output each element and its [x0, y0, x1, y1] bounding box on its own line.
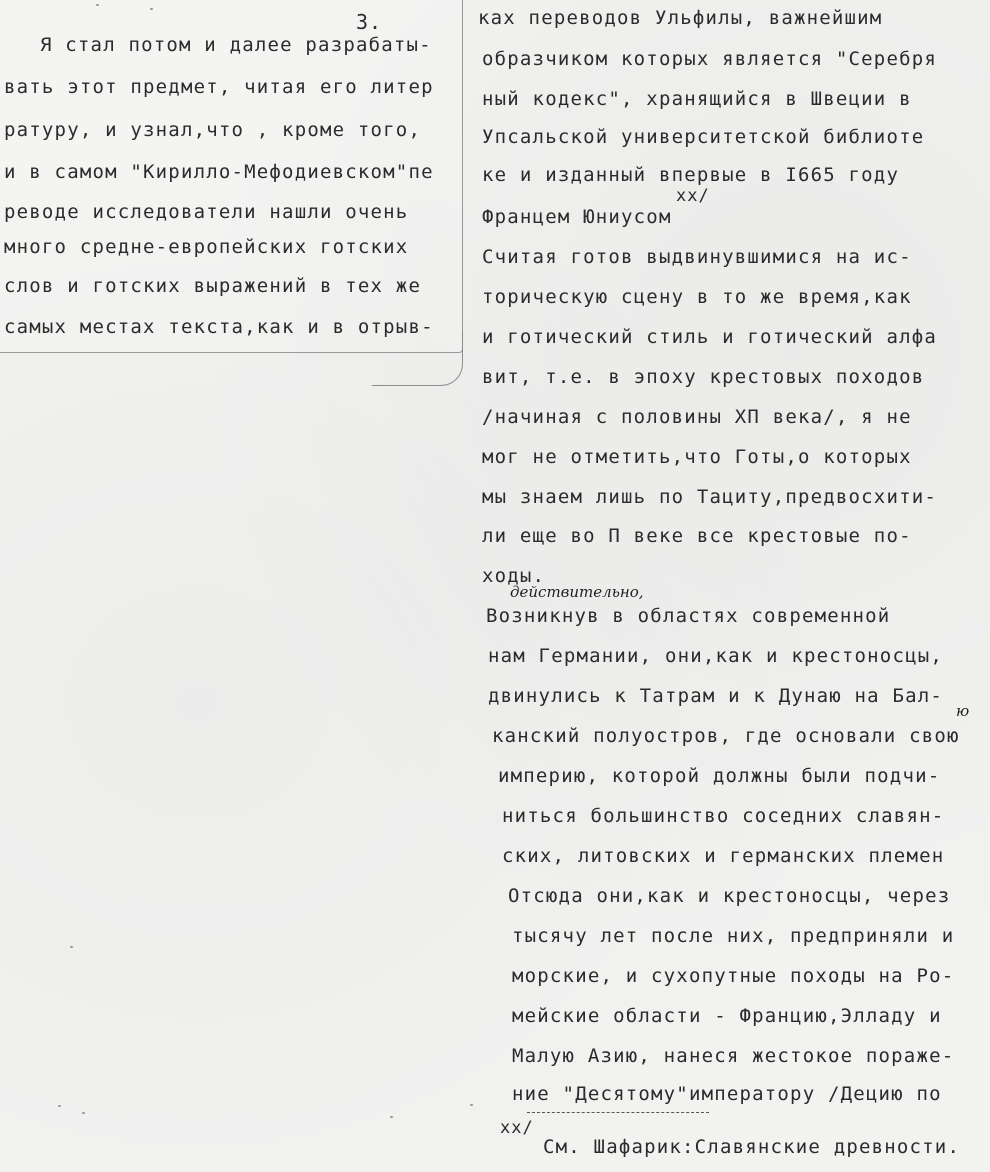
handwritten-superscript: ю — [956, 702, 970, 720]
text-line: ный кодекс", хранящийся в Швеции в — [482, 88, 912, 110]
scan-speck — [390, 1116, 393, 1118]
text-line: морские, и сухопутные походы на Ро- — [512, 965, 955, 987]
text-line: реводе исследователи нашли очень — [4, 201, 409, 223]
text-line: мейские области - Францию,Элладу и — [512, 1005, 942, 1027]
text-line: и готический стиль и готический алфа — [482, 326, 938, 348]
text-line: Отсюда они,как и крестоносцы, через — [508, 885, 951, 907]
text-line: Возникнув в областях современной — [486, 605, 891, 627]
text-line: ние "Десятому"императору /Децию по — [512, 1083, 942, 1105]
text-line: слов и готских выражений в тех же — [4, 275, 422, 297]
scan-speck — [470, 1104, 473, 1106]
text-line: вит, т.е. в эпоху крестовых походов — [482, 366, 925, 388]
footnote-divider — [527, 1112, 709, 1113]
text-line: мы знаем лишь по Тациту,предвосхити- — [482, 486, 938, 508]
scan-speck — [150, 8, 153, 10]
text-line: много средне-европейских готских — [4, 236, 409, 258]
page-number: 3. — [356, 10, 383, 34]
text-line: нам Германии, они,как и крестоносцы, — [488, 645, 944, 667]
text-line: самых местах текста,как и в отрыв- — [4, 316, 434, 338]
slip-edge-curl — [372, 330, 463, 386]
text-line: ниться большинство соседних славян- — [502, 805, 945, 827]
text-line: мог не отметить,что Готы,о которых — [482, 446, 912, 468]
text-line: и в самом "Кирилло-Мефодиевском"пе — [4, 161, 434, 183]
text-line: Упсальской университетской библиоте — [482, 126, 925, 148]
text-line: вать этот предмет, читая его литер — [4, 76, 434, 98]
text-line: империю, которой должны были подчи- — [498, 765, 941, 787]
text-line: Считая готов выдвинувшимися на ис- — [482, 246, 912, 268]
footnote-marker: xx/ — [500, 1118, 534, 1138]
text-line: канский полуостров, где основали свою — [492, 725, 960, 747]
text-line: ли еще во П веке все крестовые по- — [482, 525, 912, 547]
text-line: двинулись к Татрам и к Дунаю на Бал- — [488, 685, 944, 707]
scan-speck — [58, 1105, 61, 1107]
text-line: /начиная с половины ХП века/, я не — [482, 406, 912, 428]
text-line: ских, литовских и германских племен — [502, 845, 945, 867]
scan-speck — [70, 946, 73, 948]
text-line: образчиком которых является "Серебря — [482, 48, 938, 70]
text-line: ке и изданный впервые в I665 году — [482, 164, 900, 186]
text-line: Малую Азию, нанеся жестокое пораже- — [512, 1045, 955, 1067]
footnote-reference: xx/ — [676, 186, 710, 206]
footnote-text: См. Шафарик:Славянские древности. — [543, 1136, 961, 1158]
text-line: ходы. — [482, 565, 546, 587]
text-line: ратуру, и узнал,что , кроме того, — [4, 119, 422, 141]
text-line: Францем Юниусом — [482, 206, 672, 228]
handwritten-insertion: действительно, — [510, 583, 644, 601]
scan-speck — [82, 1112, 85, 1114]
text-line: торическую сцену в то же время,как — [482, 286, 912, 308]
text-line: Я стал потом и далее разрабаты- — [40, 34, 432, 56]
scan-speck — [96, 4, 99, 6]
text-line: тысячу лет после них, предприняли и — [512, 925, 955, 947]
text-line: ках переводов Ульфилы, важнейшим — [478, 7, 883, 29]
